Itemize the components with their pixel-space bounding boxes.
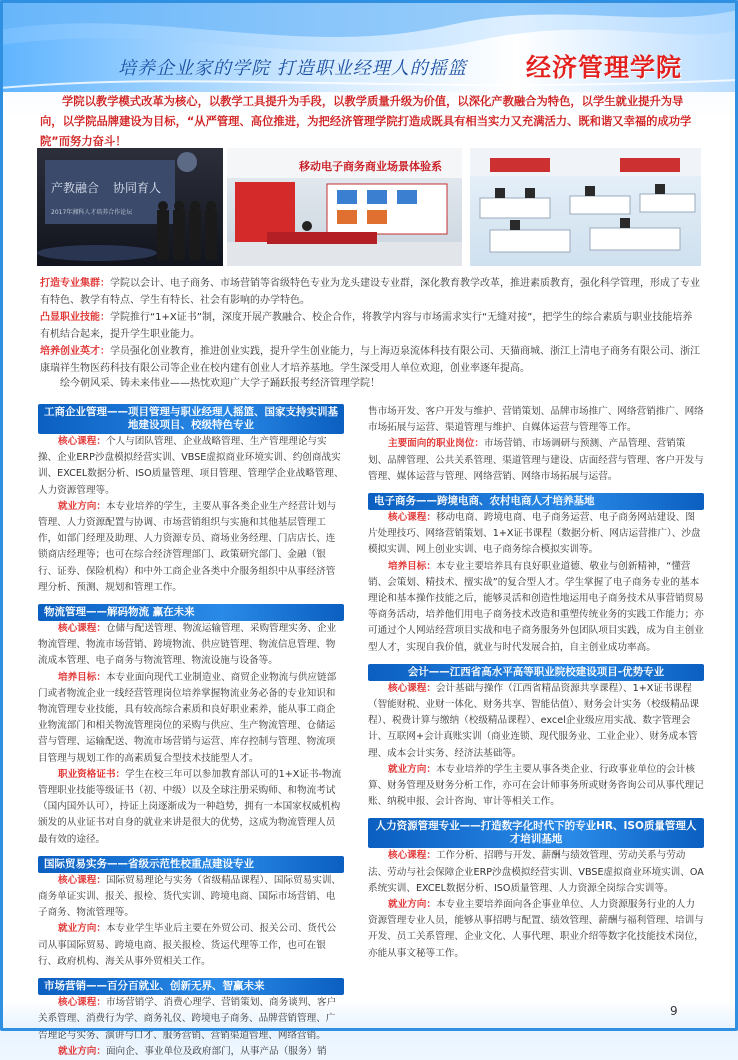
feature-cluster-text: 学院以会计、电子商务、市场营销等省级特色专业为龙头建设专业群，深化教育教学改革，推进素质教育，强化科学管理，形成了专业有特色、教学有特点、学生有特长、社会有影响的办学特色。 [40, 278, 700, 306]
accounting-courses [368, 681, 704, 762]
para-text: 售市场开发、客户开发与维护、营销策划、品牌市场推广、网络营销推广、网络市场拓展与运营、渠道管理与维护、自媒体运营与管理等工作。 [368, 406, 704, 434]
feature-cluster-label: 打造专业集群： [40, 278, 110, 289]
feature-skills [40, 309, 702, 343]
photo-ecommerce-lab [227, 148, 462, 266]
kw-label: 核心课程： [388, 682, 436, 694]
section-marketing [38, 978, 344, 1060]
para-text: 仓储与配送管理、物流运输管理、采购管理实务、企业物流管理、物流市场营销、跨境物流、供应链管理、物流信息管理、物流成本管理、电子商务与物流管理、物流设施与设备等。 [38, 623, 337, 667]
ecommerce-courses [368, 510, 704, 559]
section-marketing-title: 市场营销——百分百就业、创新无界、智赢未来 [38, 978, 344, 995]
feature-skills-text: 学院推行“1+X证书”制，深度开展产教融合、校企合作，将教学内容与市场需求实行“无缝对接”，把学生的综合素质与职业技能培养有机结合起来，提升学生职业能力。 [40, 312, 693, 340]
section-hr-title: 人力资源管理专业——打造数字化时代下的专业HR、ISO质量管理人才培训基地 [368, 818, 704, 848]
closing-line: 绘今朝风采、铸未来伟业——热忱欢迎广大学子踊跃报考经济管理学院！ [60, 378, 380, 389]
section-business-admin-title: 工商企业管理——项目管理与职业经理人摇篮、国家支持实训基地建设项目、校级特色专业 [38, 404, 344, 434]
logistics-courses [38, 621, 344, 670]
feature-skills-label: 凸显职业技能： [40, 312, 110, 323]
para-text: 市场营销、市场调研与预测、产品管理、营销策划、品牌管理、公共关系管理、渠道管理与建设、店面经营与管理、客户开发与管理、媒体运营与管理、网络营销、网络市场拓展与运营。 [368, 438, 704, 482]
marketing-jobs-continued [368, 404, 704, 436]
para-text: 国际贸易理论与实务（省级精品课程）、国际贸易实训、商务单证实训、报关、报检、货代实训、跨境电商、国际市场营销、电子商务、物流管理等。 [38, 874, 342, 919]
marketing-positions [368, 436, 704, 485]
para-text: 本专业培养的学生主要从事各类企业、行政事业单位的会计核算、财务管理及财务分析工作，亦可在会计师事务所或财务咨询公司从事代理记账、纳税申报、会计咨询、审计等相关工作。 [368, 763, 704, 808]
section-logistics-title: 物流管理——解码物流 赢在未来 [38, 604, 344, 621]
kw-label: 职业资格证书： [58, 768, 126, 780]
left-column [38, 404, 344, 1060]
kw-label: 就业方向： [388, 899, 436, 911]
ecommerce-goals [368, 559, 704, 656]
para-text: 本专业培养的学生，主要从事各类企业生产经营计划与管理、人力资源配置与协调、市场营销组织与实施和其他基层管理工作，如部门经理及助理、人力资源专员、商场业务经理、门店店长、连锁商店经理等；也可在综合经济管理部门、政策研究部门、金融（银行、证券、保险机构）和中外工商企业各类中介服务组织中从事经济管理分析、预测、规划和管理工作。 [38, 500, 337, 593]
intro-paragraph: 学院以教学模式改革为核心，以教学工具提升为手段，以教学质量升级为价值，以深化产教融合为特色，以学生就业提升为导向，以学院品牌建设为目标，“从严管理、高位推进，为把经济管理学院打造成既具有相当实力又充满活力、既和谐又幸福的成功学院”而努力奋斗！ [40, 95, 692, 148]
marketing-jobs [38, 1044, 344, 1060]
business-admin-jobs [38, 499, 344, 596]
section-logistics [38, 604, 344, 848]
hr-courses [368, 848, 704, 897]
section-accounting-title: 会计——江西省高水平高等职业院校建设项目-优势专业 [368, 664, 704, 681]
intl-trade-jobs [38, 921, 344, 970]
kw-label: 核心课程： [58, 874, 106, 886]
section-intl-trade-title: 国际贸易实务——省级示范性校重点建设专业 [38, 856, 344, 873]
para-text: 本专业主要培养面向各企事业单位、人力资源服务行业的人力资源管理专业人员，能够从事招聘与配置、绩效管理、薪酬与福利管理、培训与开发、员工关系管理、企业文化、人事代理、职业介绍等数字化技能技术岗位，亦能从事文秘等工作。 [368, 899, 704, 959]
logistics-goals [38, 670, 344, 767]
marketing-courses [38, 995, 344, 1044]
kw-label: 培养目标： [58, 671, 106, 683]
header-slogan: 培养企业家的学院 打造职业经理人的摇篮 [118, 58, 467, 79]
para-text: 工作分析、招聘与开发、薪酬与绩效管理、劳动关系与劳动法、劳动与社会保障企业ERP沙盘模拟经营实训、VBSE虚拟商业环境实训、OA系统实训、EXCEL数据分析、ISO质量管理、人力资源全岗综合实训等。 [368, 850, 704, 894]
para-text: 学生在校三年可以参加教育部认可的1+X证书-物流管理职业技能等级证书（初、中级）以及全球注册采购师、和物流考试（国内国外认可），持证上岗逐渐成为一种趋势，拥有一本国家权威机构颁发的从业证书对自身的就业来讲是很大的优势，这成为物流管理人员最有效的途径。 [38, 768, 342, 845]
para-text: 本专业学生毕业后主要在外贸公司、报关公司、货代公司从事国际贸易、跨境电商、报关报检、货运代理等工作，也可在银行、政府机构、海关从事外贸相关工作。 [38, 923, 337, 967]
para-text: 移动电商、跨境电商、电子商务运营、电子商务网站建设、图片处理技巧、网络营销策划、1+X证书课程（数据分析、网店运营推广）、沙盘模拟实训、网上创业实训、电子商务综合模拟实训等。 [368, 512, 701, 556]
para-text: 本专业面向现代工业制造业、商贸企业物流与供应链部门或者物流企业一线经营管理岗位培养掌握物流业务必备的专业知识和物流管理专业技能，具有较高综合素质和良好职业素养，能从事工商企业物流部门和相关物流管理岗位的采购与供应、生产物流管理、仓储运营与管理、运输配送、物流市场营销与运营、库存控制与管理、物流项目管理与规划工作的高素质复合型技术技能型人才。 [38, 671, 337, 764]
kw-label: 就业方向： [58, 923, 106, 935]
hr-jobs [368, 897, 704, 962]
kw-label: 就业方向： [58, 1045, 106, 1057]
kw-label: 核心课程： [388, 850, 436, 862]
kw-label: 核心课程： [58, 623, 106, 635]
page-number: 9 [670, 1004, 678, 1018]
kw-label: 核心课程： [58, 436, 106, 447]
para-text: 会计基础与操作（江西省精品资源共享课程）、1+X证书课程（智能财税、业财一体化、财务共享、智能估值）、财务会计实务（校级精品课程）、税费计算与缴纳（校级精品课程）、excel企业级应用实战、数字管理会计、互联网+会计真账实训（商业连锁、现代服务业、工业企业）、财务成本管理、成本会计实务、经济法基础等。 [368, 682, 699, 759]
feature-cluster [40, 275, 702, 309]
lab-sign: 移动电子商务商业场景体验系 [299, 160, 442, 173]
feature-entrepreneur-label: 培养创业英才： [40, 346, 110, 357]
para-text: 面向企、事业单位及政府部门，从事产品（服务）销 [105, 1045, 327, 1057]
para-text: 本专业主要培养具有良好职业道德、敬业与创新精神，“懂营销、会策划、精技术、擅实战”的复合型人才。学生掌握了电子商务专业的基本理论和基本操作技能之后，能够灵活和创造性地运用电子商务技术从事营销贸易等商务活动，培养他们用电子商务技术改造和重塑传统业务的实践工作能力；亦可通过个人网站经营项目实战和电子商务服务外包团队项目实践，成为自主创业型人才，实现自我价值，就业与时代发展合拍，自主创业成功率高。 [368, 560, 704, 653]
kw-label: 就业方向： [388, 763, 436, 775]
kw-label: 核心课程： [58, 997, 106, 1009]
section-intl-trade [38, 856, 344, 970]
forum-caption: 2017年湘科人才培养合作论坛 [51, 209, 133, 216]
right-column [368, 404, 704, 962]
kw-label: 主要面向的职业岗位： [388, 438, 484, 450]
section-business-admin [38, 404, 344, 596]
section-ecommerce [368, 493, 704, 656]
kw-label: 就业方向： [58, 500, 106, 512]
section-ecommerce-title: 电子商务——跨境电商、农村电商人才培养基地 [368, 493, 704, 510]
feature-entrepreneur [40, 343, 702, 377]
business-admin-courses [38, 434, 344, 499]
kw-label: 核心课程： [388, 512, 436, 524]
photo-forum [37, 148, 223, 266]
section-accounting [368, 664, 704, 811]
accounting-jobs [368, 762, 704, 811]
college-title: 经济管理学院 [526, 53, 683, 82]
logistics-certs [38, 767, 344, 848]
photo-training-room [470, 148, 701, 266]
kw-label: 培养目标： [388, 560, 436, 572]
feature-entrepreneur-text: 学员强化创业教育，推进创业实践，提升学生创业能力，与上海迈泉流体科技有限公司、天猫商城、浙江上清电子商务有限公司、浙江康瑞祥生物医药科技有限公司等企业在校内建有创业人才培养基地。学生深受用人单位欢迎，创业率逐年提高。 [40, 346, 700, 374]
para-text: 市场营销学、消费心理学、营销策划、商务谈判、客户关系管理、消费行为学、商务礼仪、跨境电子商务、品牌营销管理、广告理论与实务、演讲与口才、服务营销、营销渠道管理、网络营销。 [38, 997, 337, 1041]
section-hr [368, 818, 704, 961]
intl-trade-courses [38, 873, 344, 922]
forum-banner-a: 产教融合 [51, 181, 100, 195]
photo-strip [37, 148, 701, 266]
forum-banner-b: 协同育人 [113, 181, 162, 195]
para-text: 个人与团队管理、企业战略管理、生产管理理论与实操、企业ERP沙盘模拟经营实训、VBSE虚拟商业环境实训、约创商战实训、EXCEL数据分析、ISO质量管理、项目管理、管理学企业战略管理、人力资源管理等。 [38, 436, 344, 496]
